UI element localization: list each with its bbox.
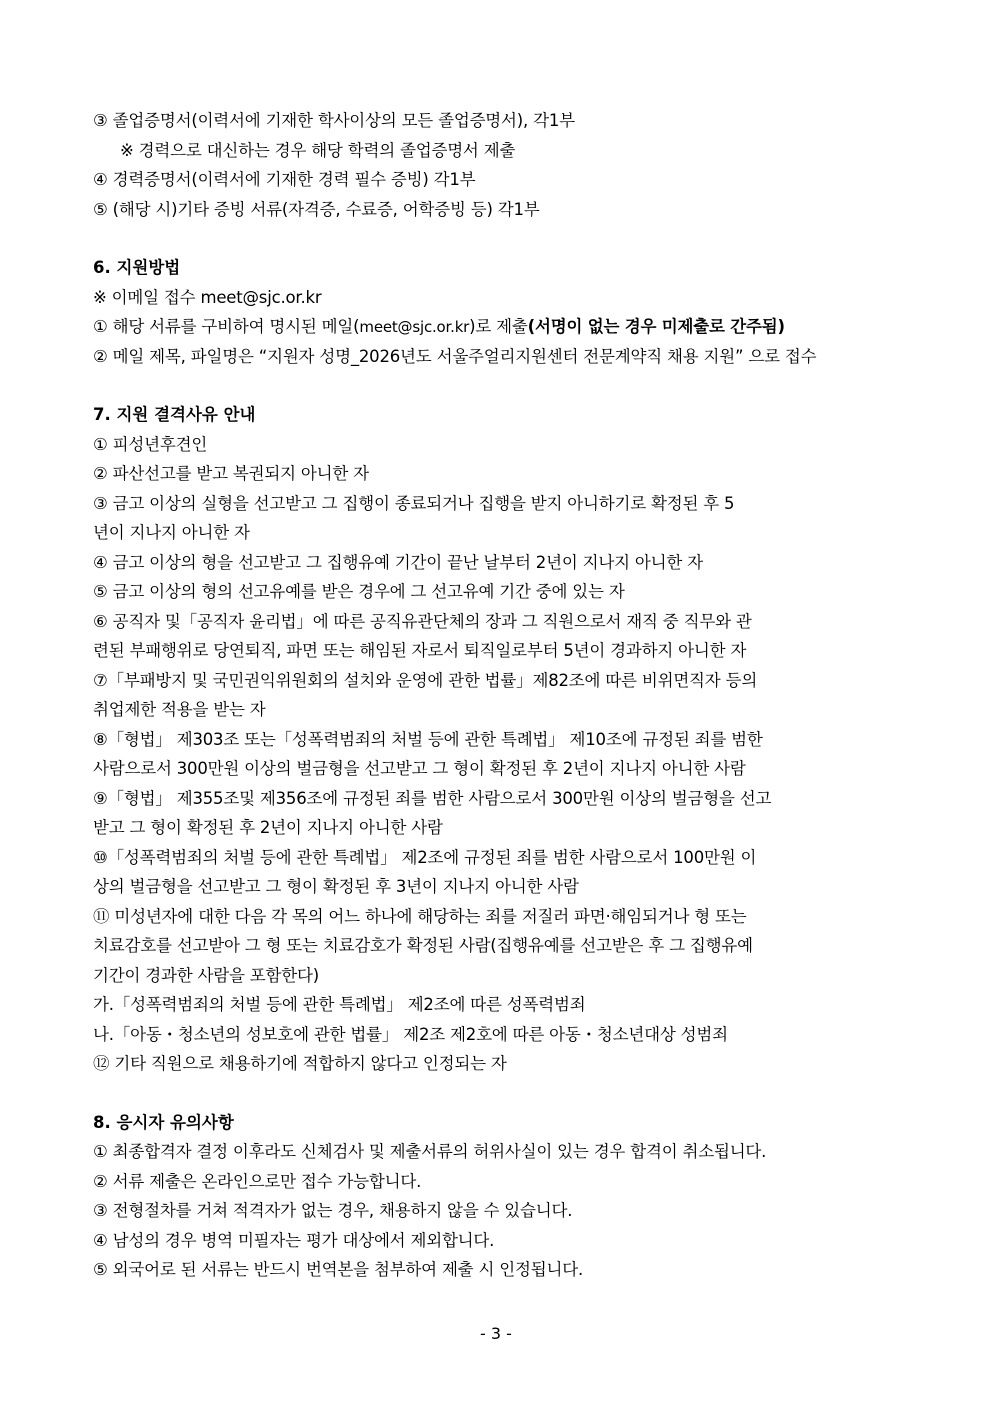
list-item: ④ 경력증명서(이력서에 기재한 경력 필수 증빙) 각1부	[93, 170, 476, 189]
item-text: ① 해당 서류를 구비하여 명시된 메일(	[93, 317, 360, 336]
list-item-continued: 련된 부패행위로 당연퇴직, 파면 또는 해임된 자로서 퇴직일로부터 5년이 경과하지 아니한 자	[93, 641, 747, 660]
list-item: ⑨「형법」 제355조및 제356조에 규정된 죄를 범한 사람으로서 300만원 이상의 벌금형을 선고	[93, 788, 772, 808]
list-item-continued: 사람으로서 300만원 이상의 벌금형을 선고받고 그 형이 확정된 후 2년이 지나지 아니한 사람	[93, 759, 746, 778]
page-number: - 3 -	[480, 1324, 512, 1343]
list-item: ⑦「부패방지 및 국민권익위원회의 설치와 운영에 관한 법률」제82조에 따른 비위면직자 등의	[93, 670, 758, 690]
list-item: ⑪ 미성년자에 대한 다음 각 목의 어느 하나에 해당하는 죄를 저질러 파면·해임되거나 형 또는	[93, 906, 747, 926]
sub-item: 가.「성폭력범죄의 처벌 등에 관한 특례법」 제2조에 따른 성폭력범죄	[93, 995, 586, 1014]
section-application-method	[93, 253, 898, 371]
list-note: ※ 경력으로 대신하는 경우 해당 학력의 졸업증명서 제출	[120, 140, 516, 160]
spacer	[93, 1079, 898, 1108]
list-item-continued: 취업제한 적용을 받는 자	[93, 700, 266, 719]
sub-item: 나.「아동・청소년의 성보호에 관한 법률」 제2조 제2호에 따른 아동・청소년대상 성범죄	[93, 1024, 728, 1044]
list-item: ③ 졸업증명서(이력서에 기재한 학사이상의 모든 졸업증명서), 각1부	[93, 111, 575, 130]
list-item: ⑤ (해당 시)기타 증빙 서류(자격증, 수료증, 어학증빙 등) 각1부	[93, 199, 540, 219]
list-item: ③ 전형절차를 거쳐 적격자가 없는 경우, 채용하지 않을 수 있습니다.	[93, 1201, 573, 1220]
list-item	[93, 312, 898, 342]
list-item-continued: 치료감호를 선고받아 그 형 또는 치료감호가 확정된 사람(집행유예를 선고받은 후 그 집행유예	[93, 936, 753, 955]
email-note: ※ 이메일 접수 meet@sjc.or.kr	[93, 287, 322, 307]
list-item: ① 피성년후견인	[93, 434, 208, 454]
list-item: ② 서류 제출은 온라인으로만 접수 가능합니다.	[93, 1171, 422, 1191]
spacer	[93, 224, 898, 253]
list-item-continued: 년이 지나지 아니한 자	[93, 523, 250, 542]
list-item: ② 메일 제목, 파일명은 “지원자 성명_2026년도 서울주얼리지원센터 전문계약직 채용 지원” 으로 접수	[93, 346, 817, 366]
list-item: ② 파산선고를 받고 복권되지 아니한 자	[93, 464, 369, 483]
spacer	[93, 371, 898, 400]
section-title: 8. 응시자 유의사항	[93, 1112, 234, 1132]
list-item: ⑤ 외국어로 된 서류는 반드시 번역본을 첨부하여 제출 시 인정됩니다.	[93, 1260, 583, 1279]
list-item: ⑥ 공직자 및「공직자 윤리법」에 따른 공직유관단체의 장과 그 직원으로서 재직 중 직무와 관	[93, 611, 752, 631]
section-title: 6. 지원방법	[93, 258, 181, 277]
item-text: )로 제출	[469, 317, 528, 336]
list-item: ③ 금고 이상의 실형을 선고받고 그 집행이 종료되거나 집행을 받지 아니하기로 확정된 후 5	[93, 493, 735, 513]
section-applicant-notes	[93, 1108, 898, 1285]
section-title: 7. 지원 결격사유 안내	[93, 405, 256, 424]
list-item: ⑫ 기타 직원으로 채용하기에 적합하지 않다고 인정되는 자	[93, 1054, 507, 1073]
list-item: ⑧「형법」 제303조 또는「성폭력범죄의 처벌 등에 관한 특례법」 제10조에 규정된 죄를 범한	[93, 729, 763, 749]
list-item: ④ 남성의 경우 병역 미필자는 평가 대상에서 제외합니다.	[93, 1230, 495, 1250]
section-disqualification	[93, 400, 898, 1079]
list-item-continued: 상의 벌금형을 선고받고 그 형이 확정된 후 3년이 지나지 아니한 사람	[93, 877, 579, 896]
item-emphasis: (서명이 없는 경우 미제출로 간주됨)	[527, 317, 785, 336]
required-documents-list	[93, 106, 898, 224]
list-item: ⑩「성폭력범죄의 처벌 등에 관한 특례법」 제2조에 규정된 죄를 범한 사람으로서 100만원 이	[93, 847, 757, 867]
list-item-continued: 기간이 경과한 사람을 포함한다)	[93, 965, 319, 985]
email-link[interactable]: meet@sjc.or.kr	[359, 318, 470, 336]
document-page	[93, 106, 898, 1285]
list-item: ④ 금고 이상의 형을 선고받고 그 집행유예 기간이 끝난 날부터 2년이 지나지 아니한 자	[93, 552, 703, 572]
list-item: ① 최종합격자 결정 이후라도 신체검사 및 제출서류의 허위사실이 있는 경우 합격이 취소됩니다.	[93, 1142, 767, 1161]
list-item: ⑤ 금고 이상의 형의 선고유예를 받은 경우에 그 선고유예 기간 중에 있는 자	[93, 582, 625, 601]
list-item-continued: 받고 그 형이 확정된 후 2년이 지나지 아니한 사람	[93, 818, 443, 837]
